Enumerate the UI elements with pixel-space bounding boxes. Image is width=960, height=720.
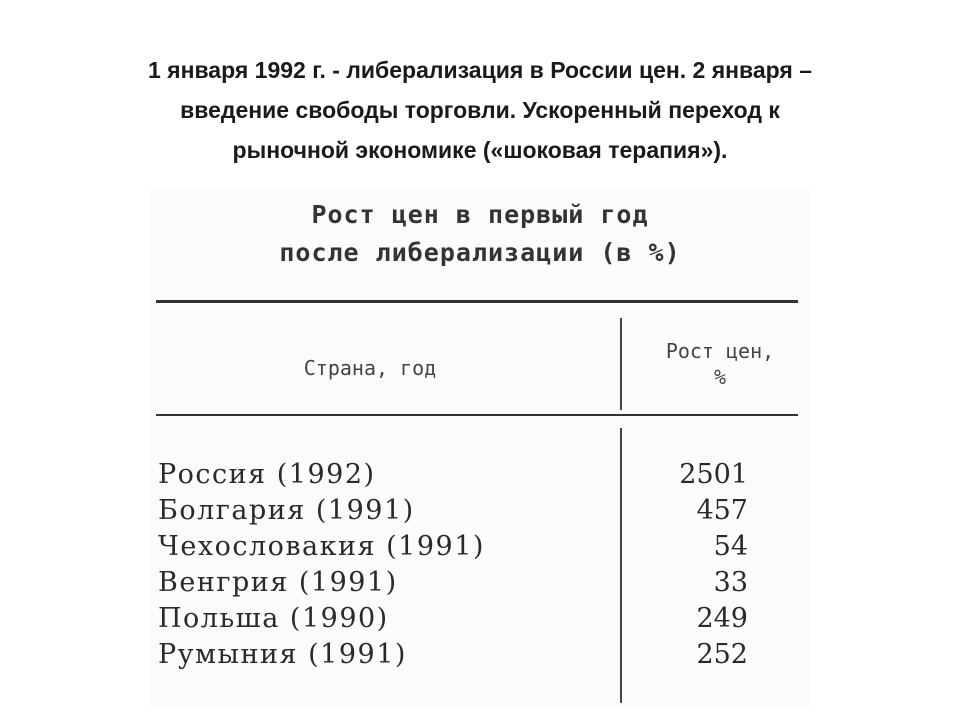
- slide-title: [40, 50, 920, 170]
- growth-cell: 457: [696, 494, 748, 526]
- country-cell: Венгрия (1991): [158, 566, 398, 598]
- scanned-table-image: [150, 188, 810, 708]
- table-header-divider: [620, 318, 622, 410]
- slide-title-line: введение свободы торговли. Ускоренный переход к: [180, 97, 780, 123]
- slide-title-line: 1 января 1992 г. - либерализация в России цен. 2 января –: [147, 57, 813, 83]
- country-cell: Болгария (1991): [158, 494, 415, 526]
- column-header-growth-line: %: [713, 365, 727, 389]
- table-top-rule: [156, 300, 798, 303]
- growth-cell: 249: [696, 602, 748, 634]
- country-cell: Польша (1990): [158, 602, 389, 634]
- table-row: [158, 600, 798, 636]
- growth-cell: 54: [713, 530, 748, 562]
- table-header-rule: [156, 414, 798, 416]
- table-row: [158, 636, 798, 672]
- table-caption-line: Рост цен в первый год: [311, 200, 649, 229]
- table-caption-line: после либерализации (в %): [279, 238, 681, 267]
- country-cell: Россия (1992): [158, 458, 376, 490]
- column-header-growth: [640, 338, 800, 390]
- table-body: [158, 456, 798, 672]
- table-row: [158, 492, 798, 528]
- growth-cell: 252: [696, 638, 748, 670]
- table-caption: [210, 196, 750, 272]
- slide-title-line: рыночной экономике («шоковая терапия»).: [232, 137, 728, 163]
- growth-cell: 2501: [679, 458, 748, 490]
- table-row: [158, 456, 798, 492]
- growth-cell: 33: [713, 566, 748, 598]
- country-cell: Румыния (1991): [158, 638, 407, 670]
- column-header-country: Страна, год: [303, 356, 437, 380]
- country-cell: Чехословакия (1991): [158, 530, 485, 562]
- table-row: [158, 564, 798, 600]
- table-row: [158, 528, 798, 564]
- column-header-growth-line: Рост цен,: [665, 339, 775, 363]
